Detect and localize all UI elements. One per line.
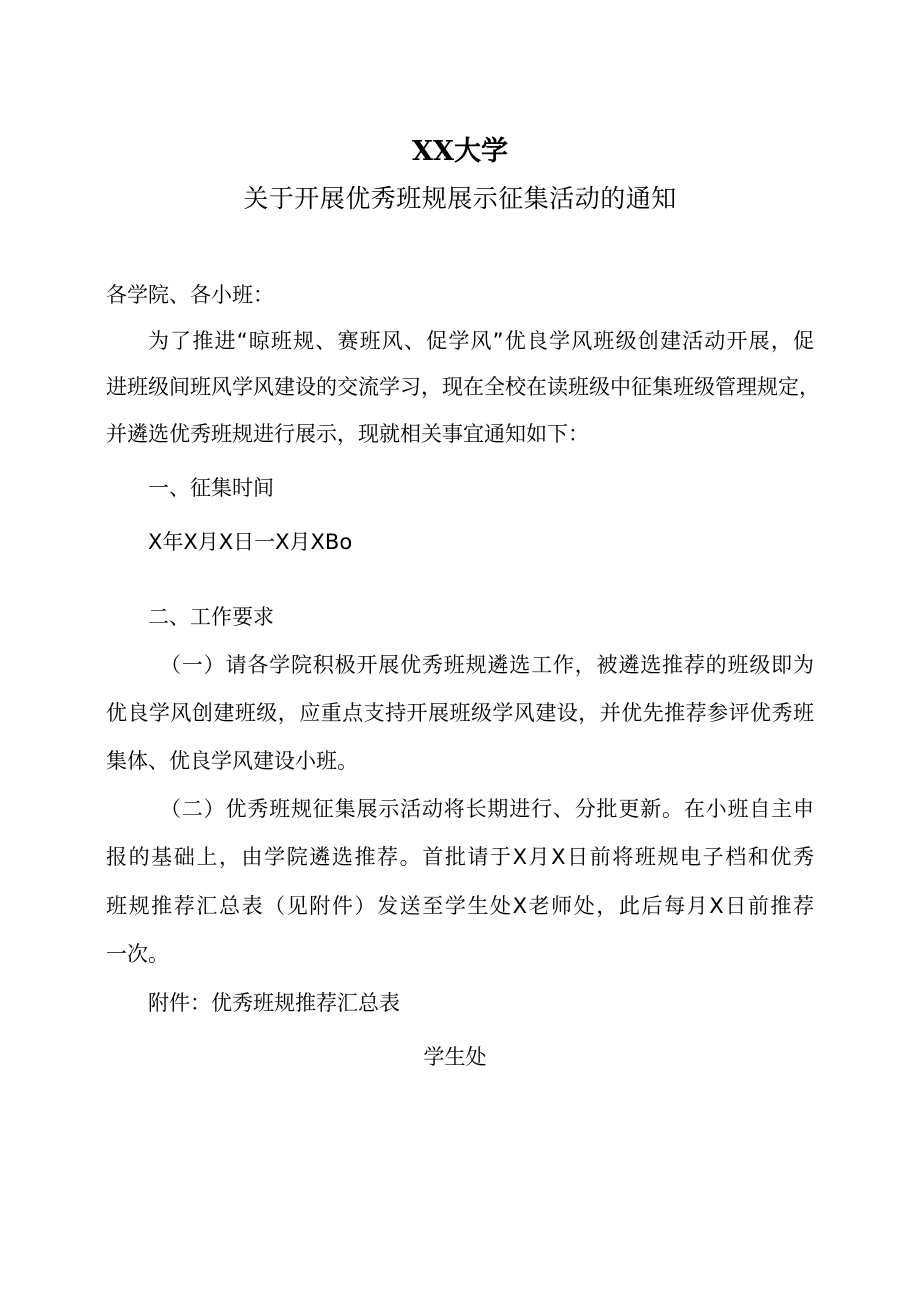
attachment-note: 附件：优秀班规推荐汇总表 <box>148 991 400 1015</box>
issuer-signature: 学生处 <box>423 1045 487 1069</box>
intro-line: 为了推进“晾班规、赛班风、促学风”优良学风班级创建活动开展，促 <box>148 329 814 353</box>
collection-time: X年X月X日一X月XBo <box>148 530 353 554</box>
intro-line: 进班级间班风学风建设的交流学习，现在全校在读班级中征集班级管理规定， <box>106 375 820 399</box>
requirement-2-line: 班规推荐汇总表（见附件）发送至学生处X老师处，此后每月X日前推荐 <box>106 894 814 918</box>
requirement-2-line: 一次。 <box>106 942 169 966</box>
requirement-1-line: 集体、优良学风建设小班。 <box>106 749 358 773</box>
requirement-1-line: 优良学风创建班级，应重点支持开展班级学风建设，并优先推荐参评优秀班 <box>106 701 814 725</box>
university-name: XX大学 <box>412 136 508 167</box>
requirement-2-line: 报的基础上，由学院遴选推荐。首批请于X月X日前将班规电子档和优秀 <box>106 845 814 869</box>
requirement-1-line: （一）请各学院积极开展优秀班规遴选工作，被遴选推荐的班级即为 <box>160 653 814 677</box>
notice-title: 关于开展优秀班规展示征集活动的通知 <box>243 184 677 213</box>
salutation: 各学院、各小班： <box>106 283 274 307</box>
section-heading-requirements: 二、工作要求 <box>148 605 274 629</box>
requirement-2-line: （二）优秀班规征集展示活动将长期进行、分批更新。在小班自主申 <box>160 797 814 821</box>
section-heading-time: 一、征集时间 <box>148 476 274 500</box>
intro-line: 并遴选优秀班规进行展示，现就相关事宜通知如下： <box>106 422 589 446</box>
